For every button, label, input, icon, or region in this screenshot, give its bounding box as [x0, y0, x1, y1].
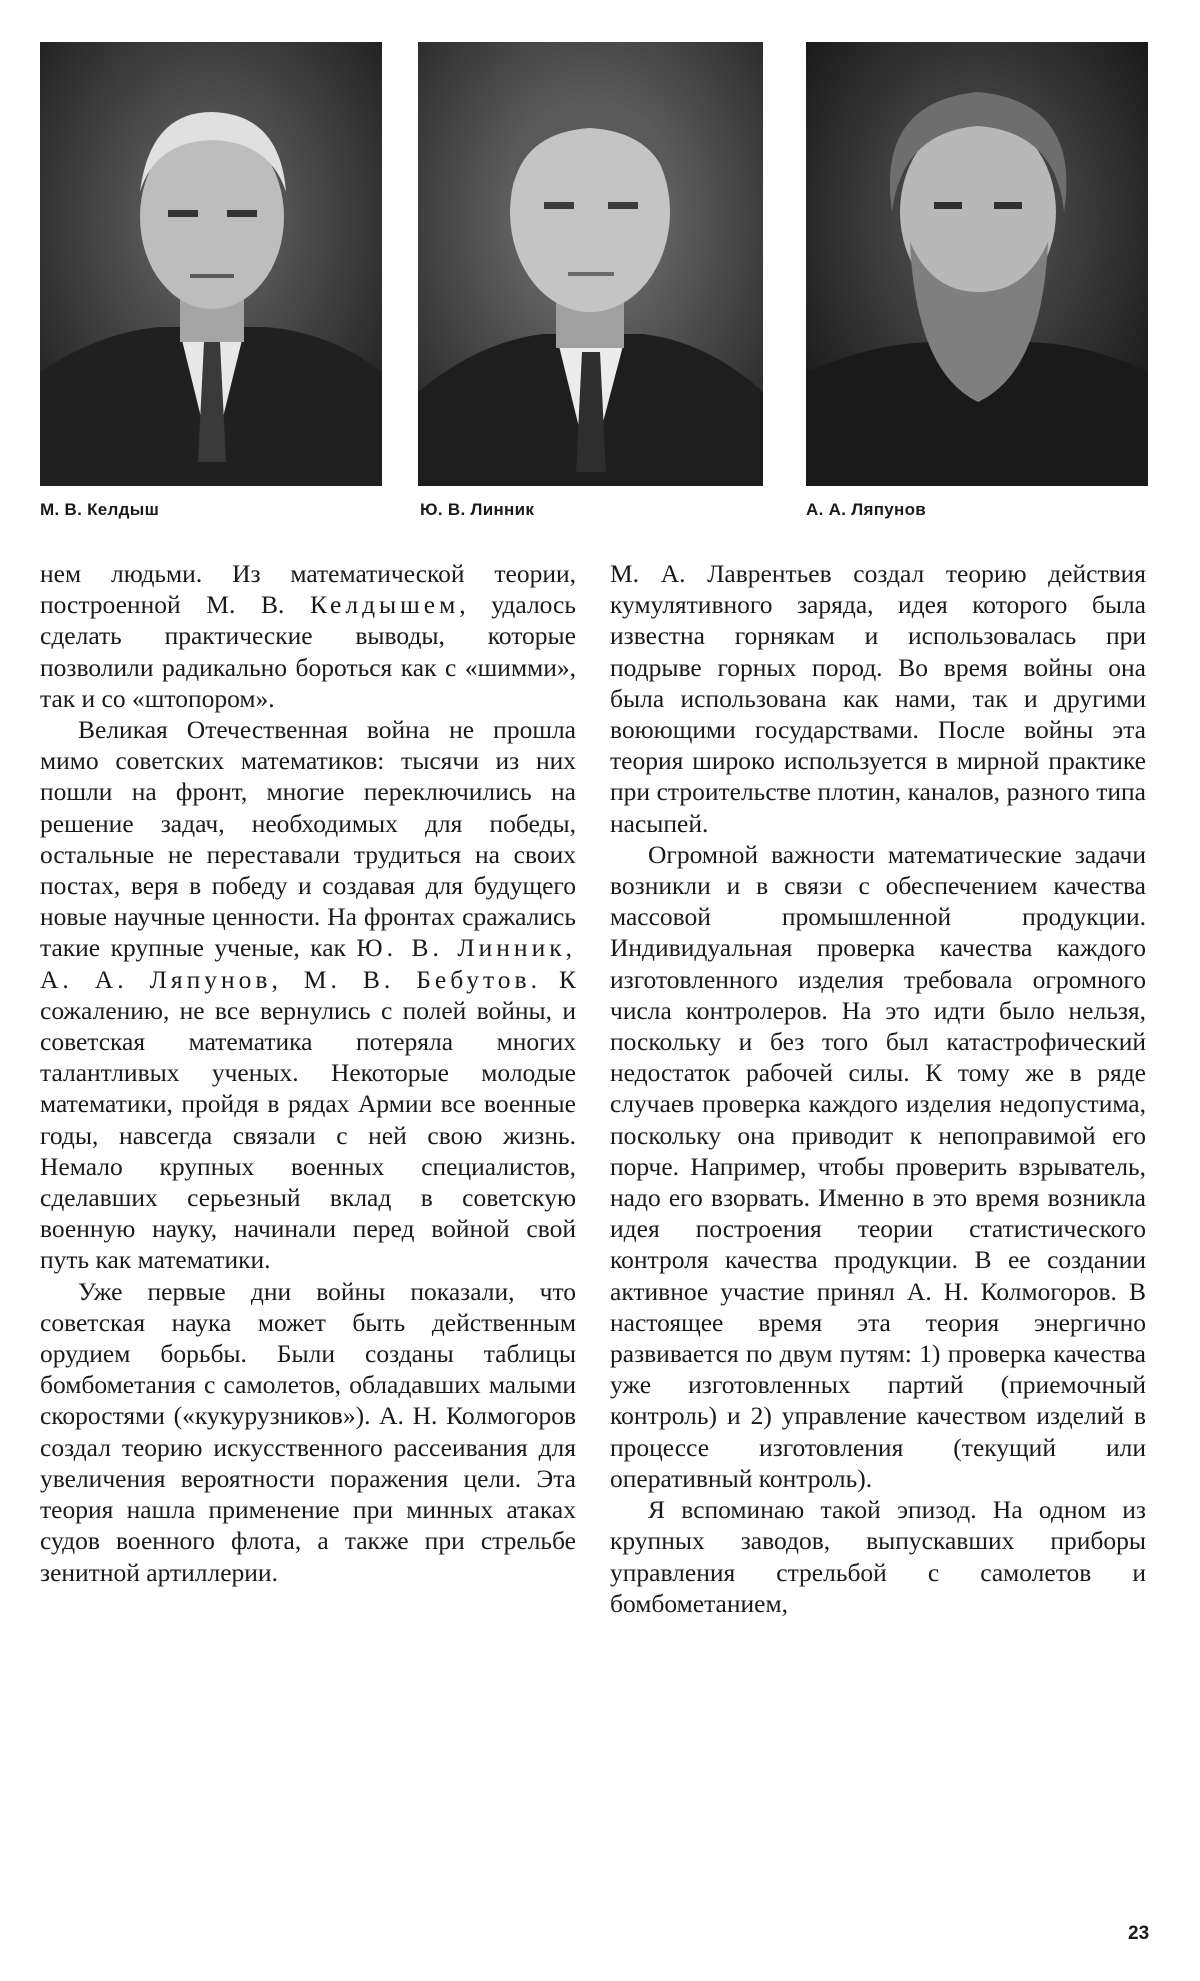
- portrait-caption: М. В. Келдыш: [40, 500, 160, 519]
- portrait-lyapunov-photo: [806, 42, 1148, 486]
- text-run: нем людьми. Из математической теории, построенной М. В.: [40, 559, 576, 620]
- portrait-keldysh-photo: [40, 42, 382, 486]
- portrait-caption: А. А. Ляпунов: [806, 500, 927, 519]
- text-run: , удалось сделать практические выводы, которые позволили радикально бороться как с «шимми», так и со «штопором».: [40, 590, 576, 713]
- paragraph: М. А. Лаврентьев создал теорию действия кумулятивного заряда, идея которого была известна горнякам и использовалась при подрыве горных пород. Во время войны она была использована как нами, так и другими воюющими государствами. После войны эта теория широко используется в мирной практике при строительстве плотин, каналов, разного типа насыпей.: [610, 559, 1146, 838]
- paragraph: [40, 714, 576, 1276]
- portrait-linnik-photo: [418, 42, 763, 486]
- text-run: Великая Отечественная война не прошла мимо советских математиков: тысячи из них пошли на фронт, многие переключились на решение задач, необходимых для победы, остальные не переставали трудиться на своих постах, веря в победу и создавая для будущего новые научные ценности. На фронтах сражались такие крупные ученые, как: [40, 715, 576, 963]
- spaced-names: Ю. В. Линник, А. А. Ляпунов, М. В. Бебутов.: [40, 933, 576, 994]
- paragraph: Уже первые дни войны показали, что советская наука может быть действенным орудием борьбы. Были созданы таблицы бомбометания с самолетов, обладавших малыми скоростями («кукурузников»). А. Н. Колмогоров создал теорию искусственного рассеивания для увеличения вероятности поражения цели. Эта теория нашла применение при минных атаках судов военного флота, а также при стрельбе зенитной артиллерии.: [40, 1276, 576, 1587]
- spaced-name: Келдышем: [309, 590, 460, 620]
- paragraph: [40, 558, 576, 714]
- text-column-left: [40, 558, 576, 1588]
- page-number: 23: [1128, 1923, 1150, 1944]
- paragraph: Я вспоминаю такой эпизод. На одном из крупных заводов, выпускавших приборы управления стрельбой с самолетов и бомбометанием,: [610, 1495, 1146, 1618]
- portrait-lyapunov-drawing: [806, 42, 1148, 486]
- portrait-keldysh-drawing: [40, 42, 382, 486]
- paragraph: Огромной важности математические задачи возникли и в связи с обеспечением качества массовой промышленной продукции. Индивидуальная проверка качества каждого изготовленного изделия требовала огромного числа контролеров. На это идти было нельзя, поскольку и без того был катастрофический недостаток рабочей силы. К тому же в ряде случаев проверка каждого изделия недопустима, поскольку она приводит к непоправимой его порче. Например, чтобы проверить взрыватель, надо его взорвать. Именно в это время возникла идея построения теории статистического контроля качества продукции. В ее создании активное участие принял А. Н. Колмогоров. В настоящее время эта теория энергично развивается по двум путям: 1) проверка качества уже изготовленных партий (приемочный контроль) и 2) управление качеством изделий в процессе изготовления (текущий или оперативный контроль).: [610, 839, 1146, 1493]
- portrait-linnik-drawing: [418, 42, 763, 486]
- text-column-right: [610, 558, 1146, 1619]
- portrait-caption: Ю. В. Линник: [420, 500, 535, 519]
- text-run: К сожалению, не все вернулись с полей войны, и советская математика потеряла многих талантливых ученых. Некоторые молодые математики, пройдя в рядах Армии все военные годы, навсегда связали с ней свою жизнь. Немало крупных военных специалистов, сделавших серьезный вклад в советскую военную науку, начинали перед войной свой путь как математики.: [40, 964, 577, 1275]
